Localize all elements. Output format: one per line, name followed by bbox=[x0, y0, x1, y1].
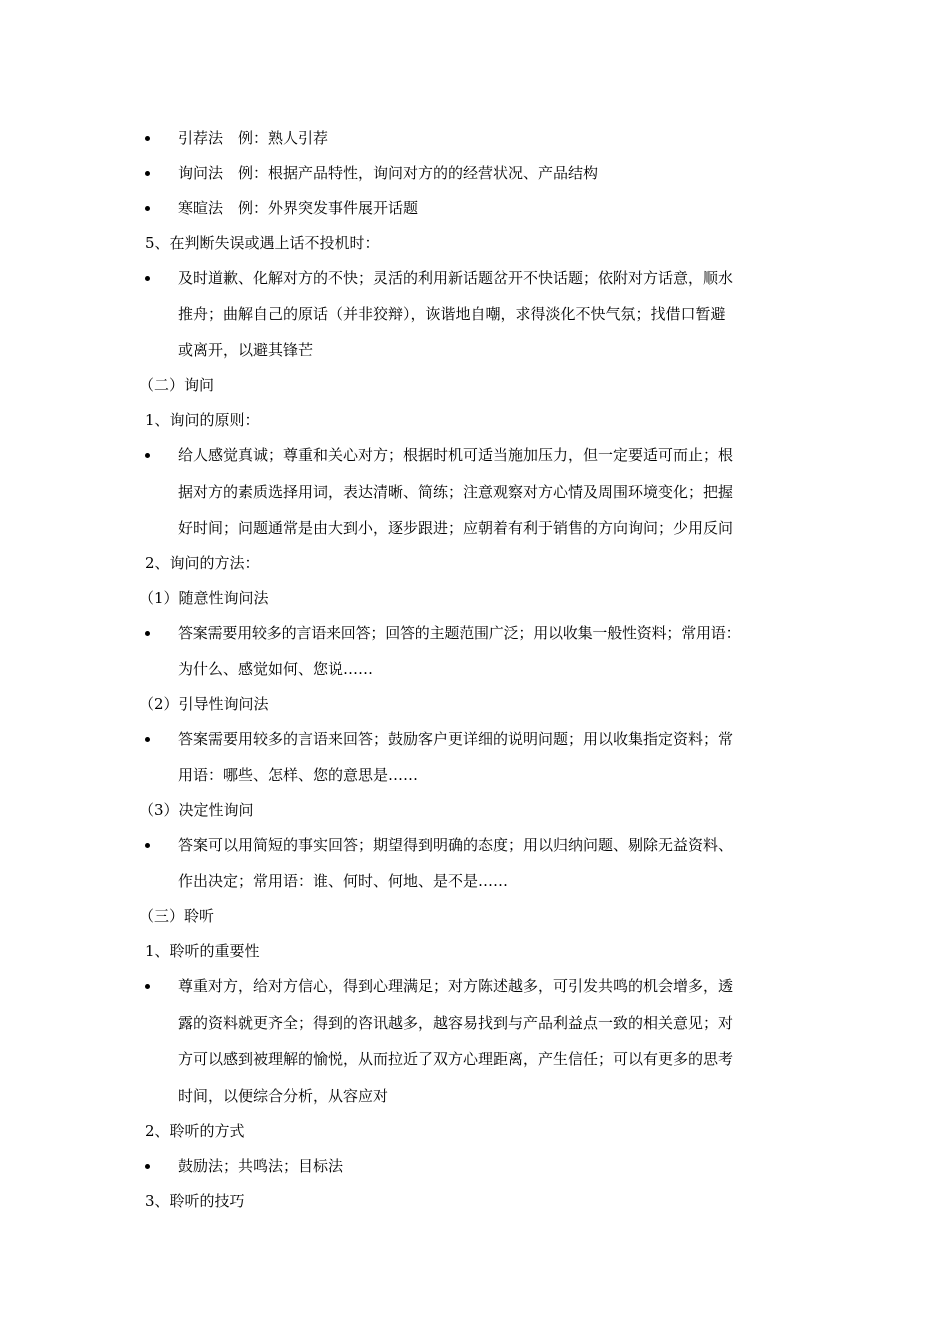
list-item bbox=[0, 976, 950, 996]
list-item-continuation bbox=[0, 765, 950, 785]
list-item bbox=[0, 1156, 950, 1176]
line-text: （3）决定性询问 bbox=[139, 801, 254, 819]
section-heading bbox=[0, 941, 950, 961]
list-item bbox=[0, 445, 950, 465]
line-text: 引荐法 例：熟人引荐 bbox=[178, 129, 329, 147]
section-heading bbox=[0, 800, 950, 820]
line-text: 2、询问的方法： bbox=[145, 554, 260, 572]
section-heading bbox=[0, 694, 950, 714]
line-text: （三）聆听 bbox=[139, 907, 215, 925]
line-text: 5、在判断失误或遇上话不投机时： bbox=[145, 234, 380, 252]
bullet-icon bbox=[145, 631, 150, 636]
line-text: 为什么、感觉如何、您说…… bbox=[178, 660, 374, 678]
line-text: 或离开，以避其锋芒 bbox=[178, 341, 314, 359]
list-item-continuation bbox=[0, 1013, 950, 1033]
line-text: （二）询问 bbox=[139, 376, 215, 394]
bullet-icon bbox=[145, 206, 150, 211]
list-item bbox=[0, 163, 950, 183]
line-text: 答案需要用较多的言语来回答；鼓励客户更详细的说明问题；用以收集指定资料；常 bbox=[178, 730, 734, 748]
bullet-icon bbox=[145, 276, 150, 281]
line-text: 鼓励法；共鸣法；目标法 bbox=[178, 1157, 344, 1175]
section-heading bbox=[0, 233, 950, 253]
list-item bbox=[0, 268, 950, 288]
line-text: 询问法 例：根据产品特性，询问对方的的经营状况、产品结构 bbox=[178, 164, 599, 182]
section-heading bbox=[0, 906, 950, 926]
bullet-icon bbox=[145, 171, 150, 176]
section-heading bbox=[0, 1191, 950, 1211]
line-text: （1）随意性询问法 bbox=[139, 589, 269, 607]
bullet-icon bbox=[145, 984, 150, 989]
line-text: 及时道歉、化解对方的不快；灵活的利用新话题岔开不快话题；依附对方话意，顺水 bbox=[178, 269, 734, 287]
section-heading bbox=[0, 1121, 950, 1141]
line-text: 答案可以用简短的事实回答；期望得到明确的态度；用以归纳问题、剔除无益资料、 bbox=[178, 836, 734, 854]
line-text: 时间，以便综合分析，从容应对 bbox=[178, 1087, 389, 1105]
section-heading bbox=[0, 410, 950, 430]
line-text: 1、聆听的重要性 bbox=[145, 942, 260, 960]
line-text: （2）引导性询问法 bbox=[139, 695, 269, 713]
line-text: 1、询问的原则： bbox=[145, 411, 260, 429]
list-item bbox=[0, 623, 950, 643]
line-text: 答案需要用较多的言语来回答；回答的主题范围广泛；用以收集一般性资料；常用语： bbox=[178, 624, 741, 642]
line-text: 用语：哪些、怎样、您的意思是…… bbox=[178, 766, 419, 784]
bullet-icon bbox=[145, 1164, 150, 1169]
bullet-icon bbox=[145, 453, 150, 458]
section-heading bbox=[0, 588, 950, 608]
line-text: 露的资料就更齐全；得到的咨讯越多，越容易找到与产品利益点一致的相关意见；对 bbox=[178, 1014, 734, 1032]
line-text: 给人感觉真诚；尊重和关心对方；根据时机可适当施加压力，但一定要适可而止；根 bbox=[178, 446, 734, 464]
line-text: 尊重对方，给对方信心，得到心理满足；对方陈述越多，可引发共鸣的机会增多，透 bbox=[178, 977, 734, 995]
list-item-continuation bbox=[0, 518, 950, 538]
list-item-continuation bbox=[0, 1086, 950, 1106]
list-item-continuation bbox=[0, 871, 950, 891]
line-text: 寒暄法 例：外界突发事件展开话题 bbox=[178, 199, 419, 217]
list-item-continuation bbox=[0, 304, 950, 324]
bullet-icon bbox=[145, 737, 150, 742]
line-text: 作出决定；常用语：谁、何时、何地、是不是…… bbox=[178, 872, 509, 890]
list-item-continuation bbox=[0, 1049, 950, 1069]
list-item bbox=[0, 198, 950, 218]
line-text: 方可以感到被理解的愉悦，从而拉近了双方心理距离，产生信任；可以有更多的思考 bbox=[178, 1050, 734, 1068]
section-heading bbox=[0, 553, 950, 573]
bullet-icon bbox=[145, 136, 150, 141]
line-text: 好时间；问题通常是由大到小，逐步跟进；应朝着有利于销售的方向询问；少用反问 bbox=[178, 519, 734, 537]
list-item-continuation bbox=[0, 659, 950, 679]
line-text: 3、聆听的技巧 bbox=[145, 1192, 245, 1210]
list-item bbox=[0, 729, 950, 749]
list-item bbox=[0, 128, 950, 148]
line-text: 推舟；曲解自己的原话（并非狡辩），诙谐地自嘲，求得淡化不快气氛；找借口暂避 bbox=[178, 305, 726, 323]
section-heading bbox=[0, 375, 950, 395]
list-item bbox=[0, 835, 950, 855]
line-text: 据对方的素质选择用词，表达清晰、简练；注意观察对方心情及周围环境变化；把握 bbox=[178, 483, 734, 501]
list-item-continuation bbox=[0, 482, 950, 502]
line-text: 2、聆听的方式 bbox=[145, 1122, 245, 1140]
bullet-icon bbox=[145, 843, 150, 848]
list-item-continuation bbox=[0, 340, 950, 360]
